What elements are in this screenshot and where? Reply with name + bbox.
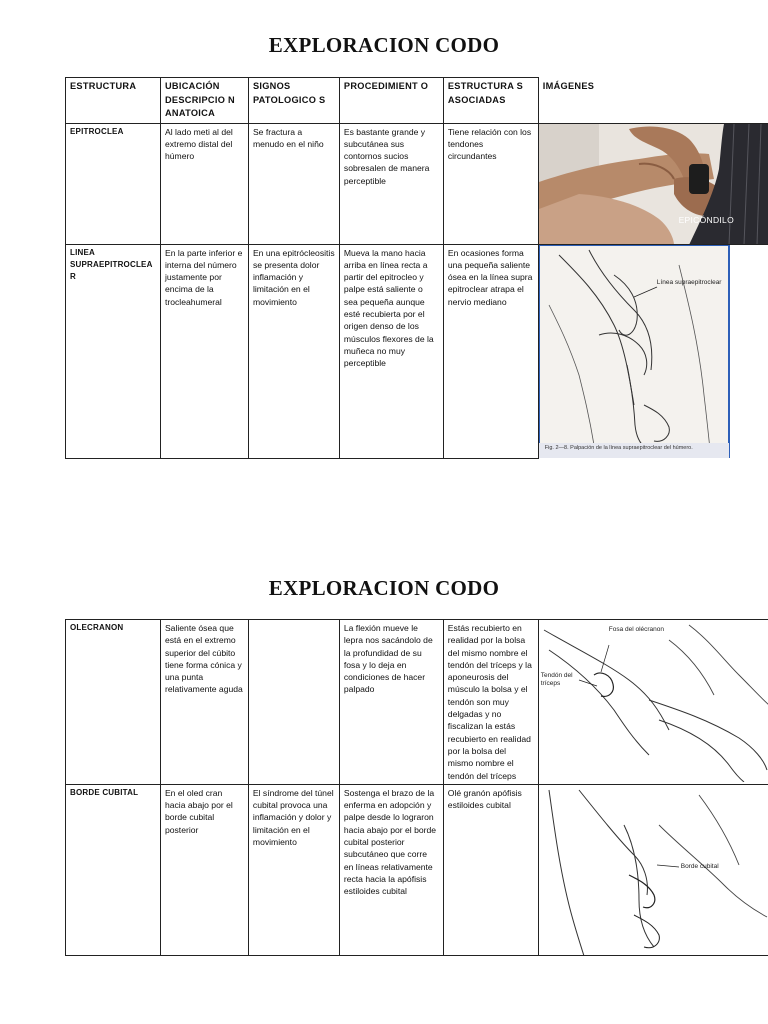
cell-signos: El síndrome del túnel cubital provoca una inflamación y dolor y limitación en el movimiento (248, 784, 339, 955)
header-imagenes: IMÁGENES (538, 78, 768, 124)
tendon-triceps-label: Tendón del tríceps (540, 672, 573, 687)
cell-signos: Se fractura a menudo en el niño (248, 123, 339, 244)
table-header-row (66, 78, 768, 124)
page-title-top: EXPLORACION CODO (268, 33, 500, 57)
cell-signos: En una epitrócleositis se presenta dolor inflamación y limitación en el movimiento (248, 244, 339, 458)
table-row (66, 784, 768, 955)
olecranon-sketch (539, 620, 768, 784)
cell-signos (248, 620, 339, 785)
cell-imagen-borde-cubital (538, 784, 768, 955)
header-procedimiento: PROCEDIMIENT O (339, 78, 443, 124)
borde-cubital-label: Borde cubital (680, 862, 719, 870)
cell-estructura: OLECRANON (66, 620, 161, 785)
figure-caption: Fig. 2—8. Palpación de la línea supraepitroclear del húmero. (544, 444, 693, 451)
borde-cubital-sketch (539, 785, 768, 955)
epicondilo-label: EPICÓNDILO (678, 215, 734, 226)
cell-asociadas: Tiene relación con los tendones circundantes (443, 123, 538, 244)
header-ubicacion: UBICACIÓN DESCRIPCIO N ANATOICA (160, 78, 248, 124)
page-title-bottom: EXPLORACION CODO (268, 576, 500, 600)
table-row (66, 620, 768, 785)
cell-estructura: BORDE CUBITAL (66, 784, 161, 955)
exploration-table-1 (65, 77, 768, 459)
cell-asociadas: Estás recubierto en realidad por la bolsa del mismo nombre el tendón del tríceps y la aponeurosis del músculo la bolsa y el tendón son muy delgadas y no fiscalizan la estás recubierto en realidad por la bolsa del mismo nombre el tendón del tríceps (443, 620, 538, 785)
cell-ubicacion: Saliente ósea que está en el extremo superior del cúbito tiene forma cónica y una punta relativamente aguda (160, 620, 248, 785)
header-asociadas: ESTRUCTURA S ASOCIADAS (443, 78, 538, 124)
cell-estructura: LINEA SUPRAEPITROCLEA R (66, 244, 161, 458)
linea-supraepitroclear-sketch (539, 245, 768, 459)
cell-imagen-olecranon (538, 620, 768, 785)
cell-asociadas: En ocasiones forma una pequeña saliente ósea en la línea supra epitroclear atrapa el nervio mediano (443, 244, 538, 458)
cell-asociadas: Olé granón apófisis estiloides cubital (443, 784, 538, 955)
fosa-olecranon-label: Fosa del olécranon (608, 626, 665, 633)
cell-ubicacion: En el oled cran hacia abajo por el borde cubital posterior (160, 784, 248, 955)
cell-procedimiento: Es bastante grande y subcutánea sus contornos sucios sobresalen de manera perceptible (339, 123, 443, 244)
cell-ubicacion: En la parte inferior e interna del número justamente por encima de la trocleahumeral (160, 244, 248, 458)
cell-imagen-epitroclea (538, 123, 768, 244)
header-estructura: ESTRUCTURA (66, 78, 161, 124)
cell-ubicacion: Al lado meti al del extremo distal del húmero (160, 123, 248, 244)
header-signos: SIGNOS PATOLOGICO S (248, 78, 339, 124)
epitroclea-photo (539, 124, 768, 244)
cell-procedimiento: Sostenga el brazo de la enferma en adopción y palpe desde lo lograron hacia abajo por el borde cubital posterior subcutáneo que corre en líneas relativamente recta hacia la apófisis estiloides cubital (339, 784, 443, 955)
cell-imagen-linea-supraepitroclear (538, 244, 768, 458)
cell-estructura: EPITROCLEA (66, 123, 161, 244)
table-row (66, 244, 768, 458)
table-row (66, 123, 768, 244)
linea-supraepitroclear-label: Línea supraepitroclear (656, 278, 722, 286)
cell-procedimiento: La flexión mueve le lepra nos sacándolo de la profundidad de su fosa y lo deja en condiciones de hacer palpado (339, 620, 443, 785)
exploration-table-2 (65, 619, 768, 956)
cell-procedimiento: Mueva la mano hacia arriba en línea recta a partir del epitrocleo y palpe está saliente o sea pequeña aunque esté recubierta por el origen denso de los músculos flexores de la muñeca no muy perceptible (339, 244, 443, 458)
